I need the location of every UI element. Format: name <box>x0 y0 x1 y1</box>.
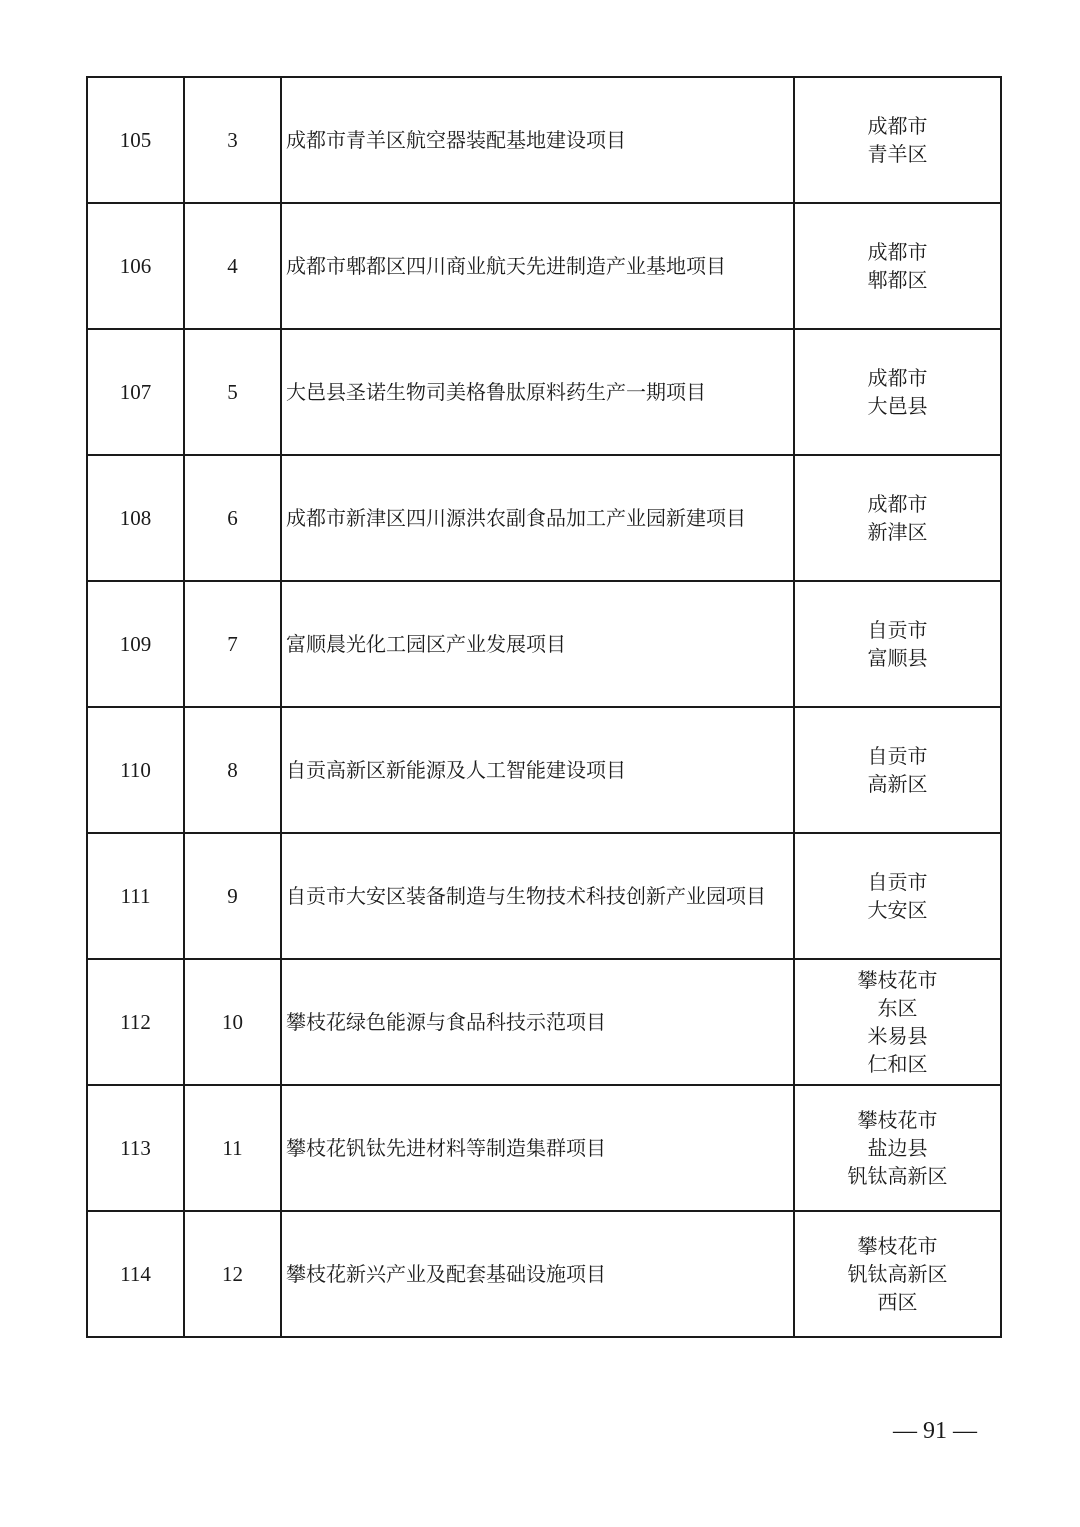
row-sub-number: 3 <box>184 77 281 203</box>
row-sub-number: 10 <box>184 959 281 1085</box>
row-sub-number: 8 <box>184 707 281 833</box>
table-row <box>87 707 1001 833</box>
row-location <box>794 77 1001 203</box>
location-line: 自贡市 <box>867 618 928 642</box>
row-seq-number: 111 <box>87 833 184 959</box>
table-row <box>87 581 1001 707</box>
row-project-name: 攀枝花绿色能源与食品科技示范项目 <box>281 959 794 1085</box>
location-line: 攀枝花市 <box>857 1108 938 1132</box>
row-sub-number: 4 <box>184 203 281 329</box>
row-project-name: 富顺晨光化工园区产业发展项目 <box>281 581 794 707</box>
row-sub-number: 7 <box>184 581 281 707</box>
location-line: 东区 <box>877 996 918 1020</box>
row-location <box>794 833 1001 959</box>
location-line: 西区 <box>877 1290 918 1314</box>
row-location <box>794 1211 1001 1337</box>
table-row <box>87 77 1001 203</box>
location-line: 自贡市 <box>867 744 928 768</box>
location-line: 自贡市 <box>867 870 928 894</box>
row-sub-number: 9 <box>184 833 281 959</box>
table-row <box>87 1211 1001 1337</box>
row-location <box>794 455 1001 581</box>
row-sub-number: 12 <box>184 1211 281 1337</box>
row-seq-number: 114 <box>87 1211 184 1337</box>
row-seq-number: 110 <box>87 707 184 833</box>
table-body <box>87 77 1001 1337</box>
row-location <box>794 329 1001 455</box>
location-line: 成都市 <box>867 114 928 138</box>
row-sub-number: 5 <box>184 329 281 455</box>
location-line: 成都市 <box>867 366 928 390</box>
row-project-name: 攀枝花新兴产业及配套基础设施项目 <box>281 1211 794 1337</box>
location-line: 青羊区 <box>867 142 928 166</box>
location-line: 仁和区 <box>867 1052 928 1076</box>
table-row <box>87 455 1001 581</box>
row-project-name: 成都市郫都区四川商业航天先进制造产业基地项目 <box>281 203 794 329</box>
row-project-name: 自贡高新区新能源及人工智能建设项目 <box>281 707 794 833</box>
table-row <box>87 1085 1001 1211</box>
row-seq-number: 112 <box>87 959 184 1085</box>
row-location <box>794 1085 1001 1211</box>
row-seq-number: 108 <box>87 455 184 581</box>
page-number: — 91 — <box>893 1418 977 1444</box>
location-line: 大安区 <box>867 898 928 922</box>
location-line: 成都市 <box>867 240 928 264</box>
row-project-name: 成都市青羊区航空器装配基地建设项目 <box>281 77 794 203</box>
row-location <box>794 707 1001 833</box>
location-line: 攀枝花市 <box>857 1234 938 1258</box>
row-sub-number: 6 <box>184 455 281 581</box>
row-seq-number: 109 <box>87 581 184 707</box>
row-seq-number: 105 <box>87 77 184 203</box>
row-seq-number: 106 <box>87 203 184 329</box>
location-line: 新津区 <box>867 520 928 544</box>
location-line: 成都市 <box>867 492 928 516</box>
location-line: 钒钛高新区 <box>847 1164 948 1188</box>
location-line: 富顺县 <box>867 646 928 670</box>
location-line: 郫都区 <box>867 268 928 292</box>
table-row <box>87 959 1001 1085</box>
row-location <box>794 959 1001 1085</box>
location-line: 盐边县 <box>867 1136 928 1160</box>
location-line: 大邑县 <box>867 394 928 418</box>
row-project-name: 大邑县圣诺生物司美格鲁肽原料药生产一期项目 <box>281 329 794 455</box>
table-row <box>87 203 1001 329</box>
table-row <box>87 833 1001 959</box>
row-project-name: 自贡市大安区装备制造与生物技术科技创新产业园项目 <box>281 833 794 959</box>
location-line: 钒钛高新区 <box>847 1262 948 1286</box>
row-location <box>794 203 1001 329</box>
table-row <box>87 329 1001 455</box>
project-table <box>86 76 1002 1338</box>
row-seq-number: 107 <box>87 329 184 455</box>
row-seq-number: 113 <box>87 1085 184 1211</box>
location-line: 攀枝花市 <box>857 968 938 992</box>
location-line: 高新区 <box>867 772 928 796</box>
location-line: 米易县 <box>867 1024 928 1048</box>
row-project-name: 成都市新津区四川源洪农副食品加工产业园新建项目 <box>281 455 794 581</box>
row-project-name: 攀枝花钒钛先进材料等制造集群项目 <box>281 1085 794 1211</box>
row-sub-number: 11 <box>184 1085 281 1211</box>
row-location <box>794 581 1001 707</box>
